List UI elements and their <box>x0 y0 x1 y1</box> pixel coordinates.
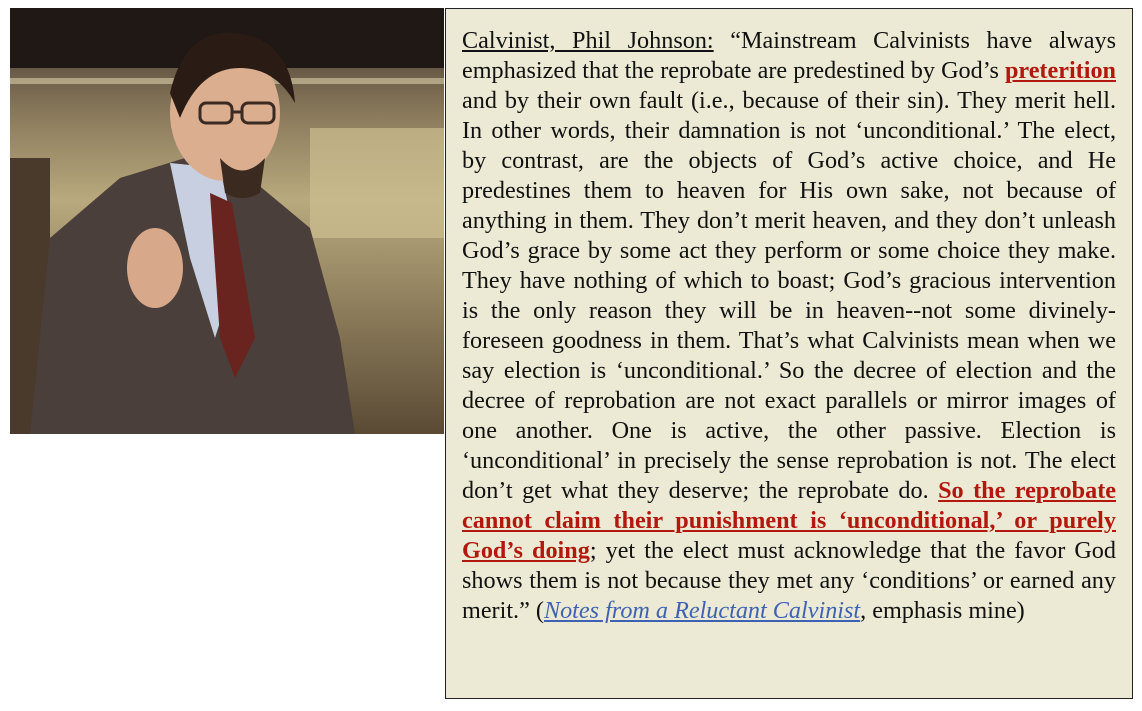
speaker-photo <box>10 8 444 434</box>
quote-paragraph <box>462 26 1116 626</box>
emphasis-sentence: So the reprobate cannot claim their punishment is ‘unconditional,’ or purely God’s doing <box>462 477 1116 564</box>
quote-text-part1: “Mainstream Calvinists have always emphasized that the reprobate are predestined by God’s <box>462 27 1116 84</box>
quote-box <box>445 8 1133 699</box>
speaker-illustration <box>10 8 444 434</box>
emphasis-preterition: preterition <box>1004 57 1116 84</box>
speaker-label: Calvinist, Phil Johnson: <box>462 27 714 54</box>
quote-text-part4: , emphasis mine) <box>860 597 1025 624</box>
quote-text-part2: and by their own fault (i.e., because of their sin). They merit hell. In other words, their damnation is not ‘unconditional.’ The elect, by contrast, are the objects of God’s active choice, and He predestines them to heaven for His own sake, not because of anything in them. They don’t merit heaven, and they don’t unleash God’s grace by some act they perform or some choice they make. They have nothing of which to boast; God’s gracious intervention is the only reason they will be in heaven--not some divinely-foreseen goodness in them. That’s what Calvinists mean when we say election is ‘unconditional.’ So the decree of election and the decree of reprobation are not exact parallels or mirror images of one another. One is active, the other passive. Election is ‘unconditional’ in precisely the sense reprobation is not. The elect don’t get what they deserve; the reprobate do. <box>462 87 1116 504</box>
quote-text-part3: ; yet the elect must acknowledge that the favor God shows them is not because they met any ‘conditions’ or earned any merit.” ( <box>462 537 1116 624</box>
source-link[interactable]: Notes from a Reluctant Calvinist <box>543 597 861 624</box>
